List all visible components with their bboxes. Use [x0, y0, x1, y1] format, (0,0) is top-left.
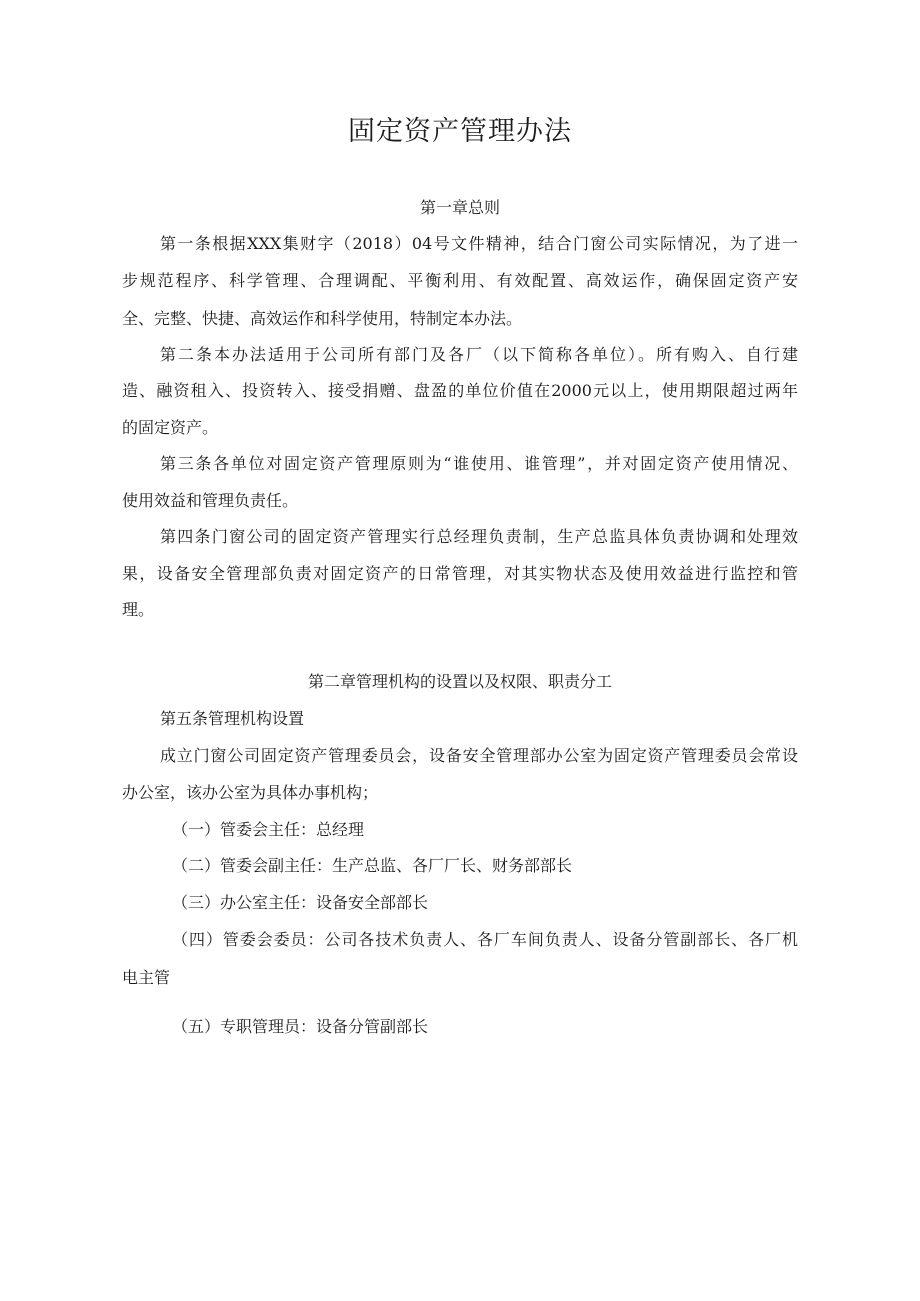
article-5-heading: 第五条管理机构设置: [160, 709, 305, 728]
chapter-2-heading: 第二章管理机构的设置以及权限、职责分工: [307, 672, 612, 691]
article-2-line-1: 第二条本办法适用于公司所有部门及各厂（以下简称各单位）。所有购入、自行建: [160, 345, 798, 364]
article-4-line-3: 理。: [122, 600, 155, 619]
article-5-para-line-2: 办公室，该办公室为具体办事机构；: [122, 783, 379, 802]
article-4-line-1: 第四条门窗公司的固定资产管理实行总经理负责制，生产总监具体负责协调和处理效: [160, 527, 798, 546]
committee-item-3: （三）办公室主任：设备安全部部长: [172, 893, 429, 912]
article-2-line-2: 造、融资租入、投资转入、接受捐赠、盘盈的单位价值在2000元以上，使用期限超过两年: [122, 381, 798, 400]
chapter-1-heading: 第一章总则: [419, 198, 500, 217]
article-1-line-1: 第一条根据XXX集财字（2018）04号文件精神，结合门窗公司实际情况，为了进一: [160, 234, 798, 253]
article-2-line-3: 的固定资产。: [122, 418, 219, 437]
article-3-line-2: 使用效益和管理负责任。: [122, 491, 299, 510]
committee-item-5: （五）专职管理员：设备分管副部长: [172, 1017, 429, 1036]
committee-item-2: （二）管委会副主任：生产总监、各厂厂长、财务部部长: [172, 856, 573, 875]
article-5-para-line-1: 成立门窗公司固定资产管理委员会，设备安全管理部办公室为固定资产管理委员会常设: [160, 746, 798, 765]
committee-item-1: （一）管委会主任：总经理: [172, 820, 365, 839]
article-1-line-3: 全、完整、快捷、高效运作和科学使用，特制定本办法。: [122, 309, 523, 328]
article-1-line-2: 步规范程序、科学管理、合理调配、平衡利用、有效配置、高效运作，确保固定资产安: [122, 271, 798, 290]
article-4-line-2: 果，设备安全管理部负责对固定资产的日常管理，对其实物状态及使用效益进行监控和管: [122, 564, 798, 583]
committee-item-4-line-2: 电主管: [122, 968, 171, 987]
document-title: 固定资产管理办法: [348, 116, 572, 147]
committee-item-4-line-1: （四）管委会委员：公司各技术负责人、各厂车间负责人、设备分管副部长、各厂机: [172, 930, 798, 949]
article-3-line-1: 第三条各单位对固定资产管理原则为“谁使用、谁管理”，并对固定资产使用情况、: [160, 454, 798, 473]
